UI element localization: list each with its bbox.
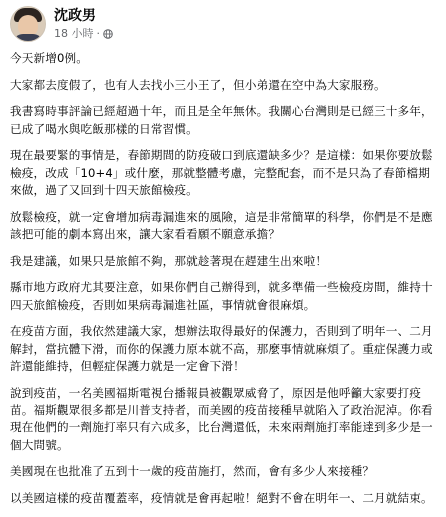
post-paragraph: 以美國這樣的疫苗覆蓋率，疫情就是會再起啦！絕對不會在明年一、二月就結束。 xyxy=(10,491,433,505)
post-header xyxy=(10,6,113,42)
post-paragraph: 我書寫時事評論已經超過十年，而且是全年無休。我關心台灣則是已經三十多年，已成了喝水與吃飯那樣的日常習慣。 xyxy=(10,104,433,136)
author-name[interactable]: 沈政男 xyxy=(54,7,96,24)
post-paragraph: 大家都去度假了，也有人去找小三小王了，但小弟還在空中為大家服務。 xyxy=(10,77,386,92)
avatar-body xyxy=(13,34,43,42)
post-paragraph: 在疫苗方面，我依然建議大家，想辦法取得最好的保護力，否則到了明年一、二月解封，當抗體下滑，而你的保護力原本就不高，那麼事情就麻煩了。重症保護力或許還能維持，但輕症保護力就是一定會下滑！ xyxy=(10,324,433,373)
post-paragraph: 說到疫苗，一名美國福斯電視台播報員被觀眾威脅了，原因是他呼籲大家要打疫苗。福斯觀眾很多都是川普支持者，而美國的疫苗接種早就陷入了政治泥淖。你看現在他們的一劑施打率只有六成多，比台灣還低，未來兩劑施打率能達到多少是一個大問號。 xyxy=(10,385,433,452)
post-content xyxy=(10,50,440,517)
timestamp-row xyxy=(54,27,113,41)
post-paragraph: 今天新增0例。 xyxy=(10,51,88,65)
globe-icon xyxy=(103,29,113,39)
time-separator: · xyxy=(96,26,100,40)
post-time[interactable]: 18 小時 xyxy=(54,26,94,40)
post-paragraph: 放鬆檢疫，就一定會增加病毒漏進來的風險，這是非常簡單的科學，你們是不是應該把可能的劇本寫出來，讓大家看看願不願意承擔？ xyxy=(10,209,433,241)
post-meta xyxy=(54,8,113,41)
post-paragraph: 縣市地方政府尤其要注意，如果你們自己辦得到，就多準備一些檢疫房間，維持十四天旅館檢疫，否則如果病毒漏進社區，事情就會很麻煩。 xyxy=(10,280,433,312)
avatar[interactable] xyxy=(10,6,46,42)
post-paragraph: 美國現在也批准了五到十一歲的疫苗施打，然而，會有多少人來接種？ xyxy=(10,464,375,479)
post-paragraph: 我是建議，如果只是旅館不夠，那就趁著現在趕建生出來啦！ xyxy=(10,253,328,268)
post-paragraph: 現在最要緊的事情是，春節期間的防疫破口到底還缺多少？是這樣：如果你要放鬆檢疫，改成「10+4」或什麼，那就整體考慮，完整配套，而不是只為了春節檔期來做，過了又回到十四天旅館檢疫。 xyxy=(10,148,433,197)
